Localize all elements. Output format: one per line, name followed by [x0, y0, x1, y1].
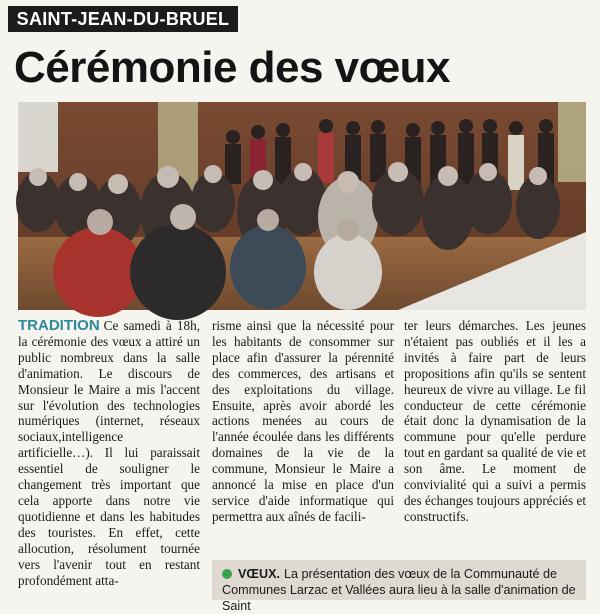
article-column-2: [212, 318, 394, 525]
brief-label: VŒUX.: [238, 567, 280, 581]
audience-photo-icon: [18, 102, 586, 310]
column-1-text: Ce samedi à 18h, la cérémonie des vœux a attiré un public nombreux dans la salle d'animation. Le discours de Monsieur le Maire a mis l'accent sur l'évolution des technologies numériques (internet, réseaux sociaux,intelligence artificielle…). Il lui paraissait essentiel de souligner le changement très important que cela apporte dans notre vie quotidienne et dans les habitudes des touristes. En effet, cette allocution, résolument tournée vers l'avenir tout en restant profondément atta-: [18, 318, 200, 588]
brief-text: La présentation des vœux de la Communauté de Communes Larzac et Vallées aura lieu à la salle d'animation de Saint: [222, 567, 576, 613]
article-column-3: [404, 318, 586, 525]
news-brief: [212, 560, 586, 613]
article-column-1: [18, 318, 200, 588]
section-label: SAINT-JEAN-DU-BRUEL: [8, 6, 238, 32]
bullet-icon: [222, 569, 232, 579]
column-2-text: risme ainsi que la nécessité pour les habitants de consommer sur place afin d'assurer la pérennité des commerces, des artisans et des exploitations du village. Ensuite, après avoir abordé les actions menées au cours de l'année écoulée dans les différents domaines de la vie de la commune, Monsieur le Maire a annoncé la mise en place d'un service d'aide informatique qui permettra aux aînés de facili-: [212, 318, 394, 524]
column-3-text: ter leurs démarches. Les jeunes n'étaient pas oubliés et il les a invités à faire part de leurs propositions afin qu'ils se sentent heureux de vivre au village. Le fil conducteur de cette cérémonie était donc la dynamisation de la commune pour qu'elle perdure tout en gardant sa qualité de vie et son âme. Le moment de convivialité qui a suivi a permis des échanges toujours appréciés et constructifs.: [404, 318, 586, 524]
article-tag: TRADITION: [18, 317, 100, 334]
article-photo: [18, 102, 586, 310]
headline: Cérémonie des vœux: [14, 43, 451, 92]
